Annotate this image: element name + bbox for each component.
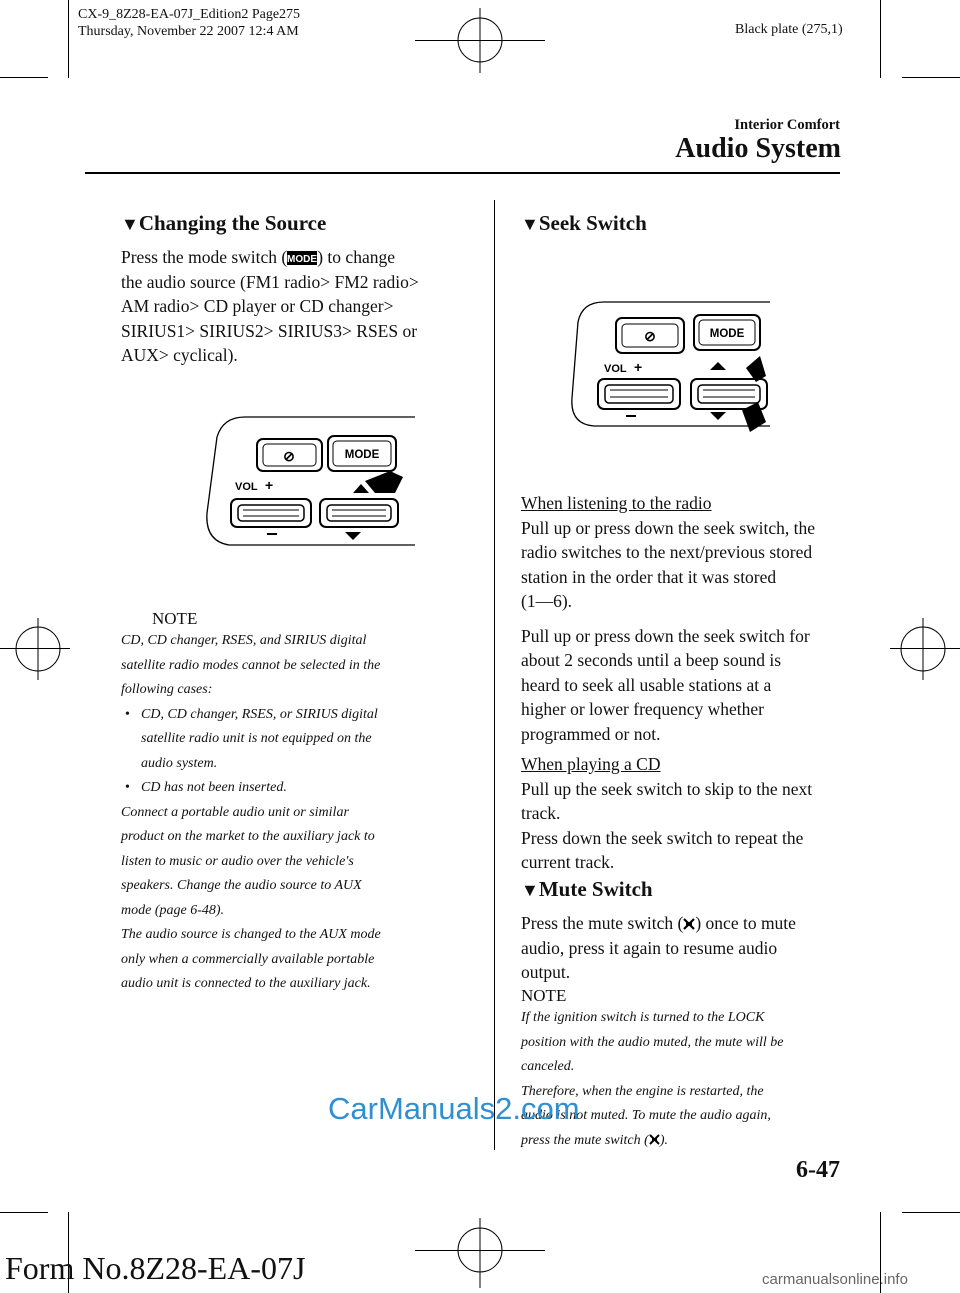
registration-mark-top — [450, 8, 510, 73]
section-title-seek-switch: ▼Seek Switch — [521, 211, 647, 235]
section-title-changing-source: ▼Changing the Source — [121, 211, 327, 235]
triangle-down-icon: ▼ — [121, 214, 139, 234]
header-category: Interior Comfort — [734, 117, 840, 133]
registration-mark-right — [893, 618, 953, 680]
note-bullet-2: • CD has not been inserted. — [121, 776, 491, 801]
mute-paragraph: Press the mute switch ( ) once to mute audio, press it again to resume audio output. — [521, 913, 796, 982]
svg-text:+: + — [265, 477, 274, 493]
header-title: Audio System — [675, 133, 841, 164]
note-bullet-1: • CD, CD changer, RSES, or SIRIUS digital satellite radio unit is not equipped on the audio system. — [121, 703, 491, 777]
page-number: 6-47 — [796, 1157, 840, 1183]
triangle-down-icon: ▼ — [521, 214, 539, 234]
note-head-right: NOTE — [521, 986, 567, 1005]
mode-switch-figure — [205, 413, 415, 548]
cd-subhead: When playing a CD — [521, 754, 661, 774]
svg-text:MODE: MODE — [344, 449, 380, 461]
print-file-info — [78, 6, 300, 40]
note-left: CD, CD changer, RSES, and SIRIUS digital satellite radio modes cannot be selected in the following cases: • CD, CD changer, RSES, or SIRIUS digital satellite radio unit is not equipped on the audio system. • CD has not been inserted. Connect a portable audio unit or similar product on the market to the auxiliary jack to listen to music or audio over the vehicle's speakers. Change the audio source to AUX mode (page 6-48). The audio source is changed to the AUX mode only when a commercially available portable audio unit is connected to the auxiliary jack. — [121, 629, 491, 997]
section-title-mute-switch: ▼Mute Switch — [521, 877, 653, 901]
registration-mark-left — [8, 618, 68, 680]
form-number: Form No.8Z28-EA-07J — [5, 1250, 306, 1286]
note-head-left: NOTE — [152, 609, 198, 628]
plate-info: Black plate (275,1) — [735, 22, 843, 37]
mute-icon — [683, 917, 695, 931]
triangle-down-icon: ▼ — [521, 880, 539, 900]
seek-switch-figure — [570, 298, 770, 436]
svg-text:MODE: MODE — [287, 254, 318, 265]
registration-mark-bottom — [450, 1218, 510, 1288]
source-watermark: carmanualsonline.info — [762, 1271, 908, 1288]
print-file-line1: CX-9_8Z28-EA-07J_Edition2 Page275 — [78, 7, 301, 22]
radio-subhead: When listening to the radio — [521, 493, 712, 513]
radio-section: When listening to the radio Pull up or press down the seek switch, the radio switches to the next/previous stored station in the order that it was stored (1―6). Pull up or press down the seek switch for about 2 seconds until a beep sound is heard to seek all usable stations at a higher or lower frequency whether programmed or not. When playing a CD Pull up the seek switch to skip to the next track. Press down the seek switch to repeat the current track. — [521, 491, 851, 875]
svg-text:VOL: VOL — [235, 481, 258, 493]
mute-icon — [649, 1133, 660, 1146]
watermark-carmanuals: CarManuals2.com — [328, 1091, 580, 1126]
changing-source-paragraph: Press the mode switch ( MODE ) to change the audio source (FM1 radio> FM2 radio> AM radio> CD player or CD changer> SIRIUS1> SIRIUS2> SIRIUS3> RSES or AUX> cyclical). — [121, 247, 419, 365]
svg-text:⊘: ⊘ — [644, 328, 656, 344]
svg-text:+: + — [634, 359, 643, 375]
print-file-line2: Thursday, November 22 2007 12:4 AM — [78, 24, 299, 39]
svg-text:MODE: MODE — [709, 328, 745, 340]
svg-text:⊘: ⊘ — [283, 448, 295, 464]
mode-switch-icon — [287, 251, 317, 265]
svg-text:VOL: VOL — [604, 363, 627, 375]
note-right: If the ignition switch is turned to the LOCK position with the audio muted, the mute will be canceled. Therefore, when the engine is restarted, the audio is not muted. To mute the audio again, press the mute switch ( ). — [521, 1010, 784, 1148]
